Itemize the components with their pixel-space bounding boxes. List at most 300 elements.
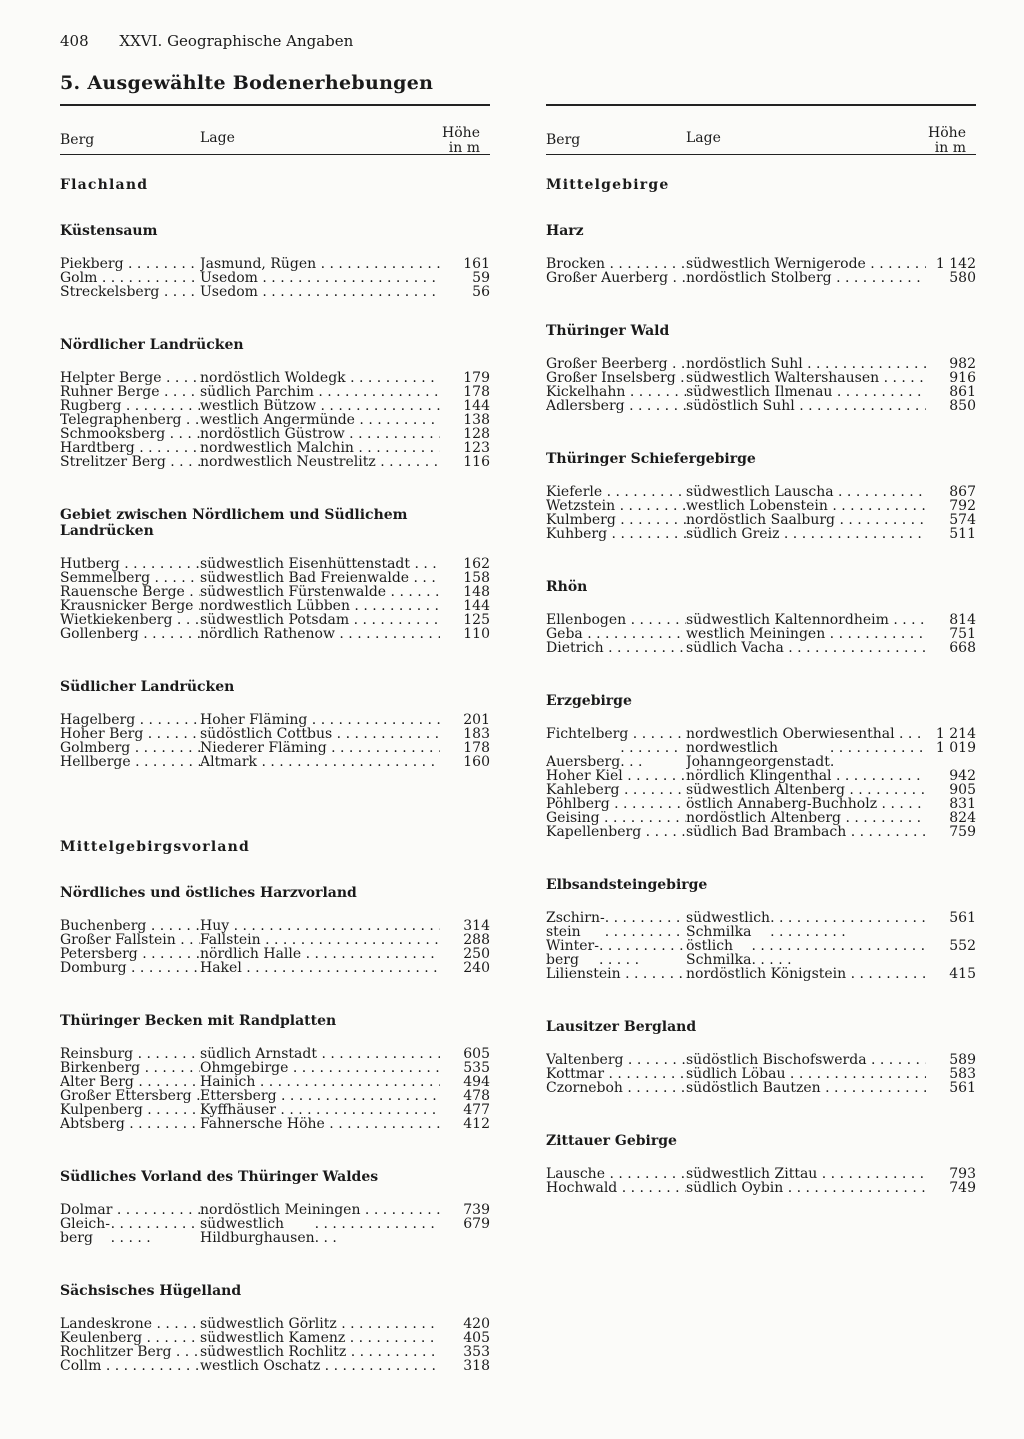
mountain-name: Auersberg . . . <box>546 741 686 769</box>
mountain-height: 415 <box>949 967 976 981</box>
mountain-height: 144 <box>463 599 490 613</box>
table-row <box>546 499 976 513</box>
mountain-location: Hoher Fläming . . . <box>200 713 440 727</box>
leader-dots <box>846 967 926 981</box>
mountain-height: 580 <box>949 271 976 285</box>
mountain-location: nordwestlich Malchin . . . <box>200 441 440 455</box>
table-row <box>60 413 490 427</box>
mountain-location: südwestlich Kaltennordheim . . . <box>686 613 926 627</box>
page-number: 408 <box>60 32 89 50</box>
mountain-height: 477 <box>463 1103 490 1117</box>
table-row <box>546 641 976 655</box>
mountain-name: Kahleberg . . . <box>546 783 686 797</box>
mountain-name: Strelitzer Berg . . . <box>60 455 200 469</box>
mountain-location: westlich Meiningen . . . <box>686 627 926 641</box>
mountain-height: 201 <box>463 713 490 727</box>
table-row <box>546 797 976 811</box>
leader-dots <box>320 1359 440 1373</box>
table-row <box>546 527 976 541</box>
mountain-height: 178 <box>463 741 490 755</box>
mountain-name: Kickelhahn . . . <box>546 385 686 399</box>
header-lage: Lage <box>686 130 721 146</box>
leader-dots <box>332 727 440 741</box>
leader-dots <box>668 271 686 285</box>
mountain-location: Hakel . . . <box>200 961 440 975</box>
section-s1 <box>60 223 490 299</box>
leader-dots <box>146 919 200 933</box>
table-row <box>546 1167 976 1181</box>
mountain-height: 412 <box>463 1117 490 1131</box>
leader-dots <box>315 1217 440 1245</box>
mountain-name: Großer Ettersberg . . . <box>60 1089 200 1103</box>
leader-dots <box>258 271 440 285</box>
table-row <box>60 741 490 755</box>
leader-dots <box>841 811 926 825</box>
leader-dots <box>828 499 926 513</box>
mountain-location: nordwestlich Johanngeorgenstadt . . . <box>686 741 926 769</box>
mountain-height: 982 <box>949 357 976 371</box>
mountain-location: südwestlich Bad Freienwalde . . . <box>200 571 440 585</box>
subsection-title: Rhön <box>546 579 588 595</box>
leader-dots <box>620 783 687 797</box>
mountain-height: 916 <box>949 371 976 385</box>
mountain-height: 59 <box>472 271 490 285</box>
mountain-height: 589 <box>949 1053 976 1067</box>
table-row <box>546 769 976 783</box>
mountain-name: Kulpenberg . . . <box>60 1103 200 1117</box>
right-column <box>546 104 976 1233</box>
leader-dots <box>288 1061 440 1075</box>
mountain-location: südwestlich Wernigerode . . . <box>686 257 926 271</box>
mountain-name: Geba . . . <box>546 627 686 641</box>
leader-dots <box>140 1061 200 1075</box>
table-row <box>60 585 490 599</box>
mountain-height: 739 <box>463 1203 490 1217</box>
mountain-name: Streckelsberg . . . <box>60 285 200 299</box>
leader-dots <box>676 371 686 385</box>
table-row <box>546 1053 976 1067</box>
mountain-name: Valtenberg . . . <box>546 1053 686 1067</box>
mountain-height: 250 <box>463 947 490 961</box>
mountain-name: Hardtberg . . . <box>60 441 200 455</box>
leader-dots <box>821 1081 926 1095</box>
leader-dots <box>832 769 926 783</box>
leader-dots <box>834 485 926 499</box>
mountain-name: Großer Inselsberg . . . <box>546 371 686 385</box>
mountain-name: Wietkiekenberg . . . <box>60 613 200 627</box>
mountain-name: Buchenberg . . . <box>60 919 200 933</box>
leader-dots <box>583 627 686 641</box>
mountain-height: 148 <box>463 585 490 599</box>
leader-dots <box>866 257 926 271</box>
table-row <box>60 961 490 975</box>
mountain-location: nordwestlich Neustrelitz . . . <box>200 455 440 469</box>
table-row <box>60 1359 490 1373</box>
mountain-name: Brocken . . . <box>546 257 686 271</box>
mountain-height: 183 <box>463 727 490 741</box>
region-heading: Mittelgebirge <box>546 177 670 193</box>
leader-dots <box>346 1345 440 1359</box>
section-s4 <box>546 579 976 655</box>
table-row <box>546 271 976 285</box>
leader-dots <box>125 1117 200 1131</box>
section-s2 <box>546 323 976 413</box>
mountain-location: nordöstlich Altenberg . . . <box>686 811 926 825</box>
leader-dots <box>165 427 200 441</box>
mountain-name: Rauensche Berge . . . <box>60 585 200 599</box>
mountain-location: östlich Schmilka . . . <box>686 939 926 967</box>
table-row <box>546 613 976 627</box>
leader-dots <box>192 1089 200 1103</box>
mountain-height: 288 <box>463 933 490 947</box>
mountain-name: Großer Auerberg . . . <box>546 271 686 285</box>
header-lage: Lage <box>200 130 235 146</box>
mountain-name: Telegraphenberg . . . <box>60 413 200 427</box>
leader-dots <box>120 557 200 571</box>
leader-dots <box>752 939 927 967</box>
header-hoehe-line1: Höhe <box>442 125 480 141</box>
mountain-location: nördlich Rathenow . . . <box>200 627 440 641</box>
header-berg: Berg <box>60 132 95 148</box>
mountain-height: 535 <box>463 1061 490 1075</box>
mountain-location: südlich Arnstadt . . . <box>200 1047 440 1061</box>
table-row <box>546 1181 976 1195</box>
leader-dots <box>803 357 926 371</box>
leader-dots <box>171 1345 200 1359</box>
leader-dots <box>242 961 440 975</box>
leader-dots <box>133 1047 200 1061</box>
leader-dots <box>623 769 686 783</box>
leader-dots <box>350 599 440 613</box>
subsection-title: Lausitzer Bergland <box>546 1019 697 1035</box>
mountain-location: südöstlich Suhl . . . <box>686 399 926 413</box>
mountain-location: westlich Angermünde . . . <box>200 413 440 427</box>
table-row <box>546 385 976 399</box>
leader-dots <box>877 797 926 811</box>
leader-dots <box>257 755 440 769</box>
mountain-height: 125 <box>463 613 490 627</box>
mountain-name: Domburg . . . <box>60 961 200 975</box>
mountain-location: südöstlich Bischofswerda . . . <box>686 1053 926 1067</box>
leader-dots <box>867 1053 926 1067</box>
table-row <box>60 727 490 741</box>
leader-dots <box>316 257 440 271</box>
mountain-name: Gollenberg . . . <box>60 627 200 641</box>
leader-dots <box>610 797 686 811</box>
leader-dots <box>307 713 440 727</box>
table-row <box>546 741 976 769</box>
mountain-name: Gleich- berg . . . <box>60 1217 200 1245</box>
mountain-location: südöstlich Bautzen . . . <box>686 1081 926 1095</box>
mountain-height: 144 <box>463 399 490 413</box>
leader-dots <box>345 1331 440 1345</box>
mountain-height: 162 <box>463 557 490 571</box>
leader-dots <box>783 1181 926 1195</box>
mountain-name: Semmelberg . . . <box>60 571 200 585</box>
header-hoehe <box>442 126 480 156</box>
leader-dots <box>895 727 926 741</box>
table-row <box>60 1217 490 1245</box>
leader-dots <box>410 557 440 571</box>
subsection-title: Elbsandsteingebirge <box>546 877 708 893</box>
leader-dots <box>143 1103 200 1117</box>
mountain-height: 1 019 <box>935 741 976 756</box>
mountain-height: 561 <box>949 911 976 926</box>
leader-dots <box>599 939 686 967</box>
mountain-location: südlich Oybin . . . <box>686 1181 926 1195</box>
mountain-location: Fahnersche Höhe . . . <box>200 1117 440 1131</box>
leader-dots <box>258 285 440 299</box>
mountain-location: Fallstein . . . <box>200 933 440 947</box>
mountain-height: 679 <box>463 1217 490 1232</box>
mountain-name: Hoher Kiel . . . <box>546 769 686 783</box>
mountain-name: Dolmar . . . <box>60 1203 200 1217</box>
leader-dots <box>879 371 926 385</box>
section-s3 <box>60 507 490 641</box>
mountain-location: nordöstlich Güstrow . . . <box>200 427 440 441</box>
leader-dots <box>349 613 440 627</box>
table-row <box>60 371 490 385</box>
table-row <box>60 427 490 441</box>
section-s3 <box>546 451 976 541</box>
mountain-name: Golm . . . <box>60 271 200 285</box>
leader-dots <box>668 357 686 371</box>
table-row <box>60 1117 490 1131</box>
header-hoehe <box>928 126 966 156</box>
subsection-title: Nördlicher Landrücken <box>60 337 244 353</box>
section-s6 <box>60 1013 490 1131</box>
mountain-name: Geising . . . <box>546 811 686 825</box>
section-title: 5. Ausgewählte Bodenerhebungen <box>60 72 434 94</box>
mountain-location: südwestlich Hildburghausen . . . <box>200 1217 440 1245</box>
mountain-location: südwestlich Altenberg . . . <box>686 783 926 797</box>
table-row <box>60 627 490 641</box>
table-row <box>60 713 490 727</box>
right-body <box>546 177 976 1195</box>
mountain-name: Lausche . . . <box>546 1167 686 1181</box>
mountain-location: westlich Lobenstein . . . <box>686 499 926 513</box>
leader-dots <box>127 961 200 975</box>
table-row <box>546 371 976 385</box>
leader-dots <box>135 441 200 455</box>
column-header <box>60 106 490 155</box>
mountain-location: südwestlich Kamenz . . . <box>200 1331 440 1345</box>
table-row <box>60 399 490 413</box>
leader-dots <box>316 399 440 413</box>
mountain-height: 158 <box>463 571 490 585</box>
leader-dots <box>770 911 926 939</box>
leader-dots <box>784 641 926 655</box>
mountain-name: Rochlitzer Berg . . . <box>60 1345 200 1359</box>
mountain-name: Alter Berg . . . <box>60 1075 200 1089</box>
mountain-name: Rugberg . . . <box>60 399 200 413</box>
mountain-height: 552 <box>949 939 976 954</box>
leader-dots <box>301 947 440 961</box>
subsection-title: Zittauer Gebirge <box>546 1133 677 1149</box>
leader-dots <box>626 613 686 627</box>
mountain-height: 793 <box>949 1167 976 1181</box>
mountain-name: Golmberg . . . <box>60 741 200 755</box>
leader-dots <box>327 741 440 755</box>
mountain-height: 861 <box>949 385 976 399</box>
mountain-height: 110 <box>463 627 490 641</box>
mountain-location: nördlich Halle . . . <box>200 947 440 961</box>
leader-dots <box>337 1317 440 1331</box>
mountain-name: Großer Beerberg . . . <box>546 357 686 371</box>
leader-dots <box>623 1053 686 1067</box>
leader-dots <box>261 933 440 947</box>
table-row <box>546 967 976 981</box>
leader-dots <box>616 513 686 527</box>
mountain-name: Kapellenberg . . . <box>546 825 686 839</box>
mountain-location: Ohmgebirge . . . <box>200 1061 440 1075</box>
mountain-name: Großer Fallstein . . . <box>60 933 200 947</box>
section-s8 <box>546 1133 976 1195</box>
mountain-height: 511 <box>949 527 976 541</box>
leader-dots <box>845 783 926 797</box>
table-row <box>60 755 490 769</box>
mountain-height: 1 214 <box>935 727 976 741</box>
section-s6 <box>546 877 976 981</box>
mountain-name: Piekberg . . . <box>60 257 200 271</box>
mountain-height: 942 <box>949 769 976 783</box>
leader-dots <box>139 627 200 641</box>
mountain-location: nordöstlich Woldegk . . . <box>200 371 440 385</box>
table-row <box>546 357 976 371</box>
leader-dots <box>277 1089 440 1103</box>
table-row <box>546 257 976 271</box>
mountain-height: 318 <box>463 1359 490 1373</box>
leader-dots <box>124 257 200 271</box>
subsection-title: Sächsisches Hügelland <box>60 1283 242 1299</box>
mountain-name: Kottmar . . . <box>546 1067 686 1081</box>
leader-dots <box>150 571 200 585</box>
mountain-height: 561 <box>949 1081 976 1095</box>
table-row <box>546 911 976 939</box>
leader-dots <box>354 441 440 455</box>
section-s8 <box>60 1283 490 1373</box>
leader-dots <box>628 727 686 741</box>
mountain-location: südwestlich Lauscha . . . <box>686 485 926 499</box>
mountain-location: Altmark . . . <box>200 755 440 769</box>
region-heading: Mittelgebirgsvorland <box>60 839 251 855</box>
leader-dots <box>830 741 926 769</box>
mountain-height: 56 <box>472 285 490 299</box>
mountain-name: Ellenbogen . . . <box>546 613 686 627</box>
mountain-location: Usedom . . . <box>200 271 440 285</box>
leader-dots <box>604 1067 686 1081</box>
mountain-height: 749 <box>949 1181 976 1195</box>
table-row <box>60 1203 490 1217</box>
leader-dots <box>97 271 200 285</box>
table-row <box>60 1317 490 1331</box>
mountain-location: südwestlich Schmilka . . . <box>686 911 926 939</box>
mountain-height: 116 <box>463 455 490 469</box>
left-body <box>60 177 490 1373</box>
table-row <box>546 727 976 741</box>
mountain-name: Landeskrone . . . <box>60 1317 200 1331</box>
leader-dots <box>386 585 440 599</box>
subsection-title: Südlicher Landrücken <box>60 679 235 695</box>
table-row <box>546 783 976 797</box>
mountain-location: südlich Bad Brambach . . . <box>686 825 926 839</box>
leader-dots <box>130 741 200 755</box>
mountain-location: Jasmund, Rügen . . . <box>200 257 440 271</box>
mountain-location: Ettersberg . . . <box>200 1089 440 1103</box>
mountain-name: Dietrich . . . <box>546 641 686 655</box>
chapter-title: XXVI. Geographische Angaben <box>119 32 354 50</box>
leader-dots <box>160 385 200 399</box>
subsection-title: Gebiet zwischen Nördlichem und Südlichem Landrücken <box>60 507 408 539</box>
mountain-height: 161 <box>463 257 490 271</box>
mountain-location: Usedom . . . <box>200 285 440 299</box>
mountain-location: südwestlich Görlitz . . . <box>200 1317 440 1331</box>
header-hoehe-line1: Höhe <box>928 125 966 141</box>
leader-dots <box>621 967 686 981</box>
leader-dots <box>276 1103 440 1117</box>
mountain-name: Petersberg . . . <box>60 947 200 961</box>
leader-dots <box>615 499 686 513</box>
mountain-location: südwestlich Fürstenwalde . . . <box>200 585 440 599</box>
table-row <box>546 513 976 527</box>
leader-dots <box>159 285 200 299</box>
mountain-location: südlich Parchim . . . <box>200 385 440 399</box>
mountain-name: Collm . . . <box>60 1359 200 1373</box>
subsection-title: Nördliches und östliches Harzvorland <box>60 885 357 901</box>
leader-dots <box>131 755 200 769</box>
mountain-name: Hochwald . . . <box>546 1181 686 1195</box>
table-row <box>546 627 976 641</box>
mountain-location: südwestlich Ilmenau . . . <box>686 385 926 399</box>
subsection-title: Harz <box>546 223 584 239</box>
leader-dots <box>229 919 440 933</box>
table-row <box>60 1047 490 1061</box>
leader-dots <box>112 1203 200 1217</box>
section-s7 <box>546 1019 976 1095</box>
section-s5 <box>60 885 490 975</box>
leader-dots <box>604 641 686 655</box>
mountain-name: Zschirn- stein . . . <box>546 911 686 939</box>
mountain-height: 1 142 <box>935 257 976 271</box>
leader-dots <box>795 399 926 413</box>
mountain-name: Birkenberg . . . <box>60 1061 200 1075</box>
section-s2 <box>60 337 490 469</box>
leader-dots <box>785 1067 926 1081</box>
table-row <box>60 557 490 571</box>
mountain-name: Czorneboh . . . <box>546 1081 686 1095</box>
leader-dots <box>625 399 686 413</box>
mountain-height: 759 <box>949 825 976 839</box>
left-column <box>60 104 490 1411</box>
section-s1 <box>546 223 976 285</box>
mountain-name: Adlersberg . . . <box>546 399 686 413</box>
leader-dots <box>625 385 686 399</box>
leader-dots <box>121 399 200 413</box>
table-row <box>60 285 490 299</box>
mountain-height: 824 <box>949 811 976 825</box>
table-row <box>60 1061 490 1075</box>
leader-dots <box>355 413 440 427</box>
mountain-name: Hutberg . . . <box>60 557 200 571</box>
table-row <box>60 257 490 271</box>
mountain-height: 792 <box>949 499 976 513</box>
leader-dots <box>620 741 686 769</box>
mountain-height: 668 <box>949 641 976 655</box>
mountain-name: Fichtelberg . . . <box>546 727 686 741</box>
mountain-height: 128 <box>463 427 490 441</box>
mountain-height: 814 <box>949 613 976 627</box>
leader-dots <box>641 825 686 839</box>
